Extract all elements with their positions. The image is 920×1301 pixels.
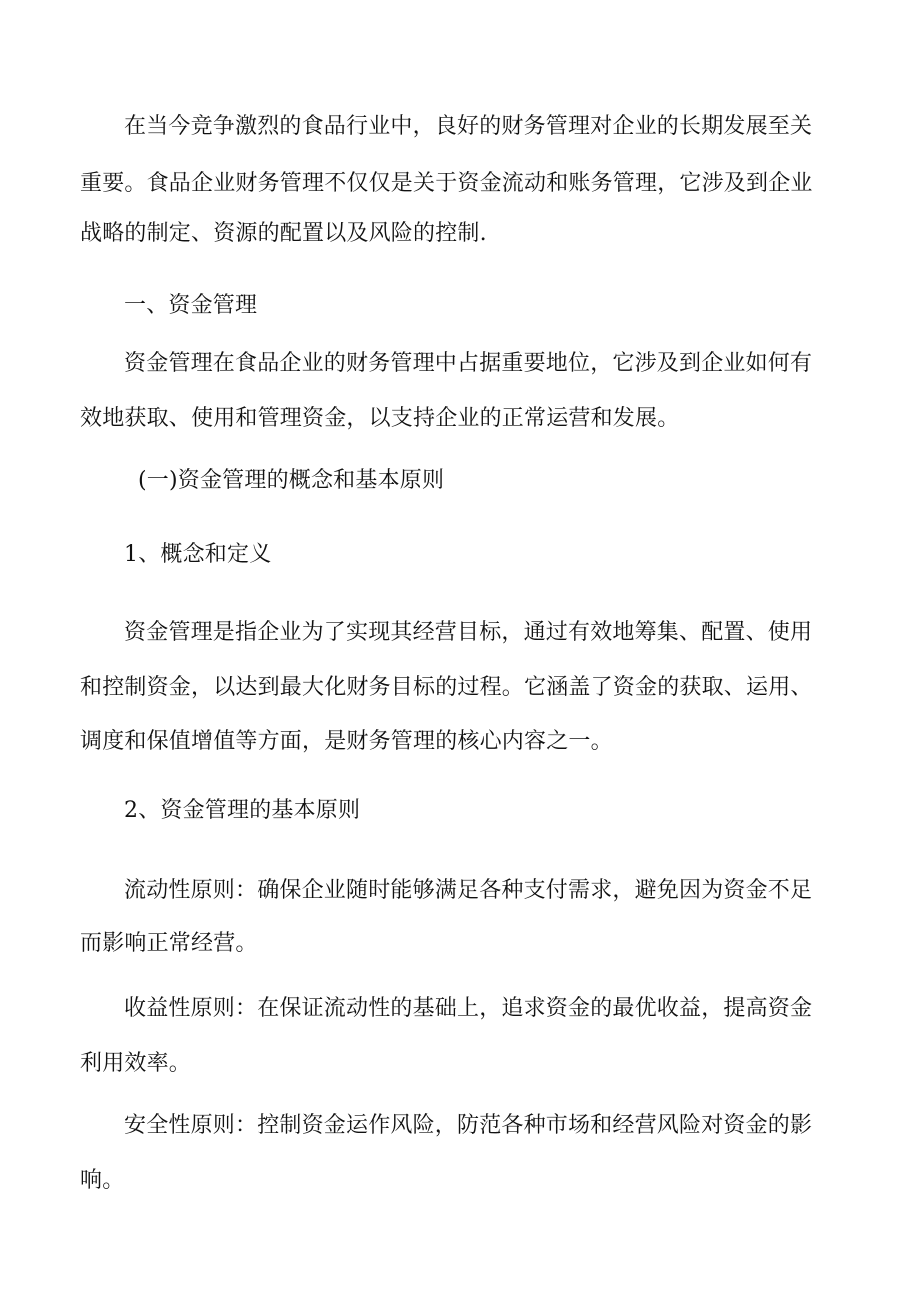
paragraph-2-line-1: 资金管理在食品企业的财务管理中占据重要地位，它涉及到企业如何有 <box>124 351 813 376</box>
item-title-basic-principles: 2、资金管理的基本原则 <box>124 798 361 823</box>
principle-profitability-line-1: 收益性原则：在保证流动性的基础上，追求资金的最优收益，提高资金 <box>124 996 813 1021</box>
principle-liquidity-line-1: 流动性原则：确保企业随时能够满足各种支付需求，避免因为资金不足 <box>124 878 813 903</box>
principle-liquidity-line-2: 而影响正常经营。 <box>80 931 258 956</box>
principle-profitability-line-2: 利用效率。 <box>80 1051 192 1076</box>
principle-safety-line-1: 安全性原则：控制资金运作风险，防范各种市场和经营风险对资金的影 <box>124 1113 813 1138</box>
paragraph-3-line-3: 调度和保值增值等方面，是财务管理的核心内容之一。 <box>80 729 613 754</box>
paragraph-1-line-2: 重要。食品企业财务管理不仅仅是关于资金流动和账务管理，它涉及到企业 <box>80 171 813 196</box>
paragraph-1-line-3: 战略的制定、资源的配置以及风险的控制. <box>80 221 487 246</box>
item-title-concept-definition: 1、概念和定义 <box>124 542 272 567</box>
paragraph-2-line-2: 效地获取、使用和管理资金，以支持企业的正常运营和发展。 <box>80 406 680 431</box>
subsection-title-concept-principles: (一)资金管理的概念和基本原则 <box>138 468 445 493</box>
paragraph-1-line-1: 在当今竞争激烈的食品行业中，良好的财务管理对企业的长期发展至关 <box>124 114 813 139</box>
paragraph-3-line-2: 和控制资金，以达到最大化财务目标的过程。它涵盖了资金的获取、运用、 <box>80 675 813 700</box>
paragraph-3-line-1: 资金管理是指企业为了实现其经营目标，通过有效地筹集、配置、使用 <box>124 620 813 645</box>
principle-safety-line-2: 响。 <box>80 1168 125 1193</box>
section-title-fund-management: 一、资金管理 <box>124 293 258 318</box>
